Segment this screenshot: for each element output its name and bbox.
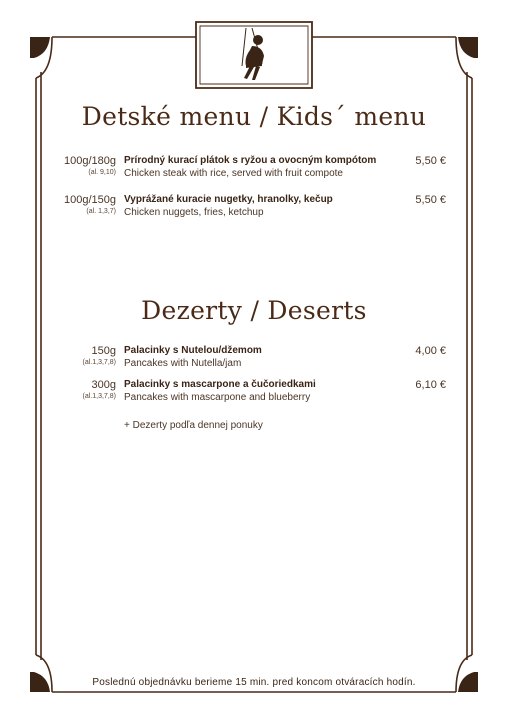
- footer-note: Poslednú objednávku berieme 15 min. pred koncom otváracích hodín.: [92, 677, 416, 688]
- item-name-en: Chicken steak with rice, served with fruit compote: [124, 168, 343, 179]
- child-on-swing-icon: [242, 28, 264, 80]
- item-name-en: Pancakes with mascarpone and blueberry: [124, 392, 311, 403]
- menu-item: [0, 155, 508, 189]
- menu-item: [0, 379, 508, 413]
- item-price: 5,50 €: [415, 155, 446, 167]
- item-name-sk: Palacinky s mascarpone a čučoriedkami: [124, 379, 316, 390]
- item-allergens: (al.1,3,7,8): [82, 359, 116, 366]
- item-name-en: Chicken nuggets, fries, ketchup: [124, 207, 264, 218]
- corner-ornament-top-left: [30, 37, 50, 58]
- item-allergens: (al. 1,3,7): [86, 208, 116, 215]
- dessert-menu-title: Dezerty / Deserts: [141, 296, 367, 325]
- item-name-sk: Vyprážané kuracie nugetky, hranolky, kečup: [124, 194, 333, 205]
- item-name-sk: Palacinky s Nutelou/džemom: [124, 345, 262, 356]
- item-weight: 100g/150g: [64, 194, 116, 206]
- item-price: 4,00 €: [415, 345, 446, 357]
- item-name-sk: Prírodný kurací plátok s ryžou a ovocným kompótom: [124, 155, 377, 166]
- item-weight: 300g: [91, 379, 116, 391]
- kids-menu-title: Detské menu / Kids´ menu: [81, 102, 427, 131]
- item-name-en: Pancakes with Nutella/jam: [124, 358, 242, 369]
- corner-ornament-top-right: [458, 37, 478, 58]
- menu-item: [0, 194, 508, 228]
- item-weight: 100g/180g: [64, 155, 116, 167]
- item-price: 6,10 €: [415, 379, 446, 391]
- item-allergens: (al.1,3,7,8): [82, 393, 116, 400]
- dessert-note: + Dezerty podľa dennej ponuky: [124, 420, 263, 431]
- menu-item: [0, 345, 508, 379]
- item-price: 5,50 €: [415, 194, 446, 206]
- item-allergens: (al. 9,10): [88, 169, 116, 176]
- item-weight: 150g: [91, 345, 116, 357]
